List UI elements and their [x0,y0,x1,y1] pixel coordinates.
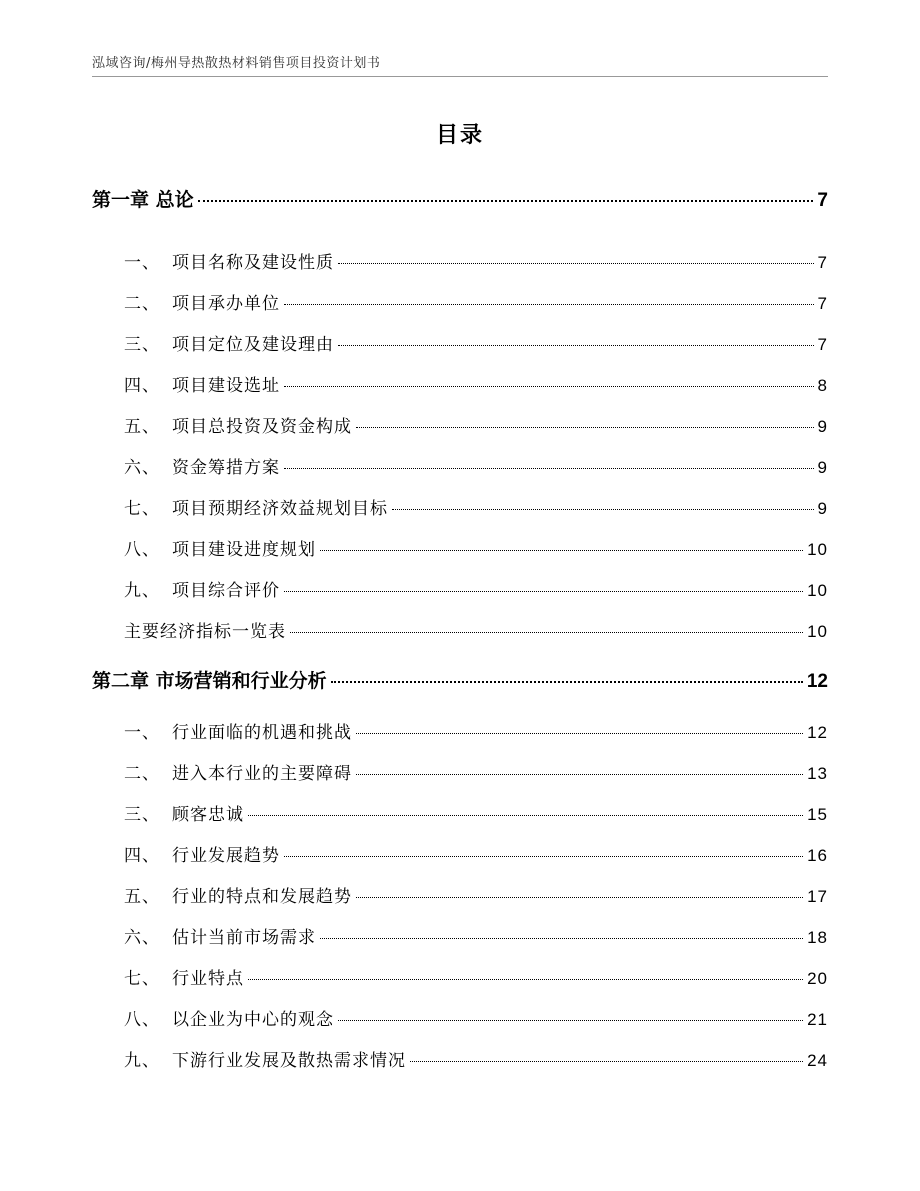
toc-section[interactable] [92,923,828,948]
toc-section[interactable] [92,718,828,743]
section-title: 估计当前市场需求 [172,928,316,948]
section-number: 七、 [124,499,160,519]
dot-leader [392,509,814,510]
toc-section[interactable] [92,453,828,478]
dot-leader [331,681,803,683]
dot-leader [338,345,814,346]
section-title: 资金筹措方案 [172,458,280,478]
dot-leader [248,815,803,816]
section-number: 六、 [124,928,160,948]
dot-leader [356,897,803,898]
section-title: 行业特点 [172,969,244,989]
toc-section[interactable] [92,1046,828,1071]
section-title: 项目名称及建设性质 [172,253,334,273]
running-header: 泓域咨询/梅州导热散热材料销售项目投资计划书 [92,56,381,71]
section-title: 主要经济指标一览表 [124,622,286,642]
header-divider [92,76,828,77]
toc-section[interactable] [92,371,828,396]
page-number: 9 [817,499,828,518]
section-number: 一、 [124,253,160,273]
section-number: 三、 [124,335,160,355]
section-number: 五、 [124,887,160,907]
dot-leader [356,733,803,734]
page-number: 8 [817,376,828,395]
page-number: 12 [806,671,828,692]
dot-leader [284,856,803,857]
page-number: 13 [807,764,828,783]
dot-leader [290,632,803,633]
toc-section[interactable] [92,800,828,825]
page-number: 12 [807,723,828,742]
page-number: 24 [807,1051,828,1070]
dot-leader [410,1061,803,1062]
toc-title: 目录 [435,123,484,148]
dot-leader [356,774,803,775]
section-title: 行业的特点和发展趋势 [172,887,352,907]
toc-chapter-2[interactable] [92,666,828,693]
section-number: 五、 [124,417,160,437]
toc-section[interactable] [92,412,828,437]
section-title: 项目综合评价 [172,581,280,601]
dot-leader [356,427,814,428]
dot-leader [198,200,814,202]
section-number: 九、 [124,1051,160,1071]
section-number: 二、 [124,764,160,784]
section-title: 项目建设进度规划 [172,540,316,560]
section-number: 四、 [124,846,160,866]
toc-section[interactable] [92,617,828,642]
page-number: 7 [817,335,828,354]
page-number: 9 [817,417,828,436]
page-number: 10 [807,581,828,600]
toc-section[interactable] [92,248,828,273]
page-number: 9 [817,458,828,477]
chapter-title: 第一章 总论 [92,189,194,211]
section-title: 项目预期经济效益规划目标 [172,499,388,519]
dot-leader [284,386,814,387]
section-number: 一、 [124,723,160,743]
section-number: 八、 [124,540,160,560]
section-number: 四、 [124,376,160,396]
page-number: 10 [807,622,828,641]
section-number: 九、 [124,581,160,601]
dot-leader [320,550,803,551]
page-number: 16 [807,846,828,865]
dot-leader [284,304,814,305]
toc-section[interactable] [92,576,828,601]
page-number: 20 [807,969,828,988]
section-number: 六、 [124,458,160,478]
section-title: 进入本行业的主要障碍 [172,764,352,784]
section-title: 行业发展趋势 [172,846,280,866]
dot-leader [284,591,803,592]
section-title: 以企业为中心的观念 [172,1010,334,1030]
page-number: 15 [807,805,828,824]
page-number: 10 [807,540,828,559]
toc-section[interactable] [92,964,828,989]
section-number: 七、 [124,969,160,989]
dot-leader [338,263,814,264]
page-number: 7 [817,294,828,313]
page-number: 21 [807,1010,828,1029]
dot-leader [320,938,803,939]
page-number: 18 [807,928,828,947]
page-number: 7 [817,190,828,211]
toc-section[interactable] [92,330,828,355]
section-number: 三、 [124,805,160,825]
section-title: 项目建设选址 [172,376,280,396]
dot-leader [248,979,803,980]
toc-section[interactable] [92,289,828,314]
section-title: 项目总投资及资金构成 [172,417,352,437]
toc-section[interactable] [92,759,828,784]
dot-leader [284,468,814,469]
section-title: 下游行业发展及散热需求情况 [172,1051,406,1071]
section-title: 项目定位及建设理由 [172,335,334,355]
toc-chapter-1[interactable] [92,185,828,212]
section-title: 行业面临的机遇和挑战 [172,723,352,743]
page-number: 7 [817,253,828,272]
toc-section[interactable] [92,841,828,866]
section-number: 八、 [124,1010,160,1030]
chapter-title: 第二章 市场营销和行业分析 [92,670,327,692]
section-number: 二、 [124,294,160,314]
section-title: 顾客忠诚 [172,805,244,825]
toc-section[interactable] [92,494,828,519]
toc-section[interactable] [92,1005,828,1030]
section-title: 项目承办单位 [172,294,280,314]
dot-leader [338,1020,803,1021]
toc-section[interactable] [92,882,828,907]
toc-section[interactable] [92,535,828,560]
page-number: 17 [807,887,828,906]
